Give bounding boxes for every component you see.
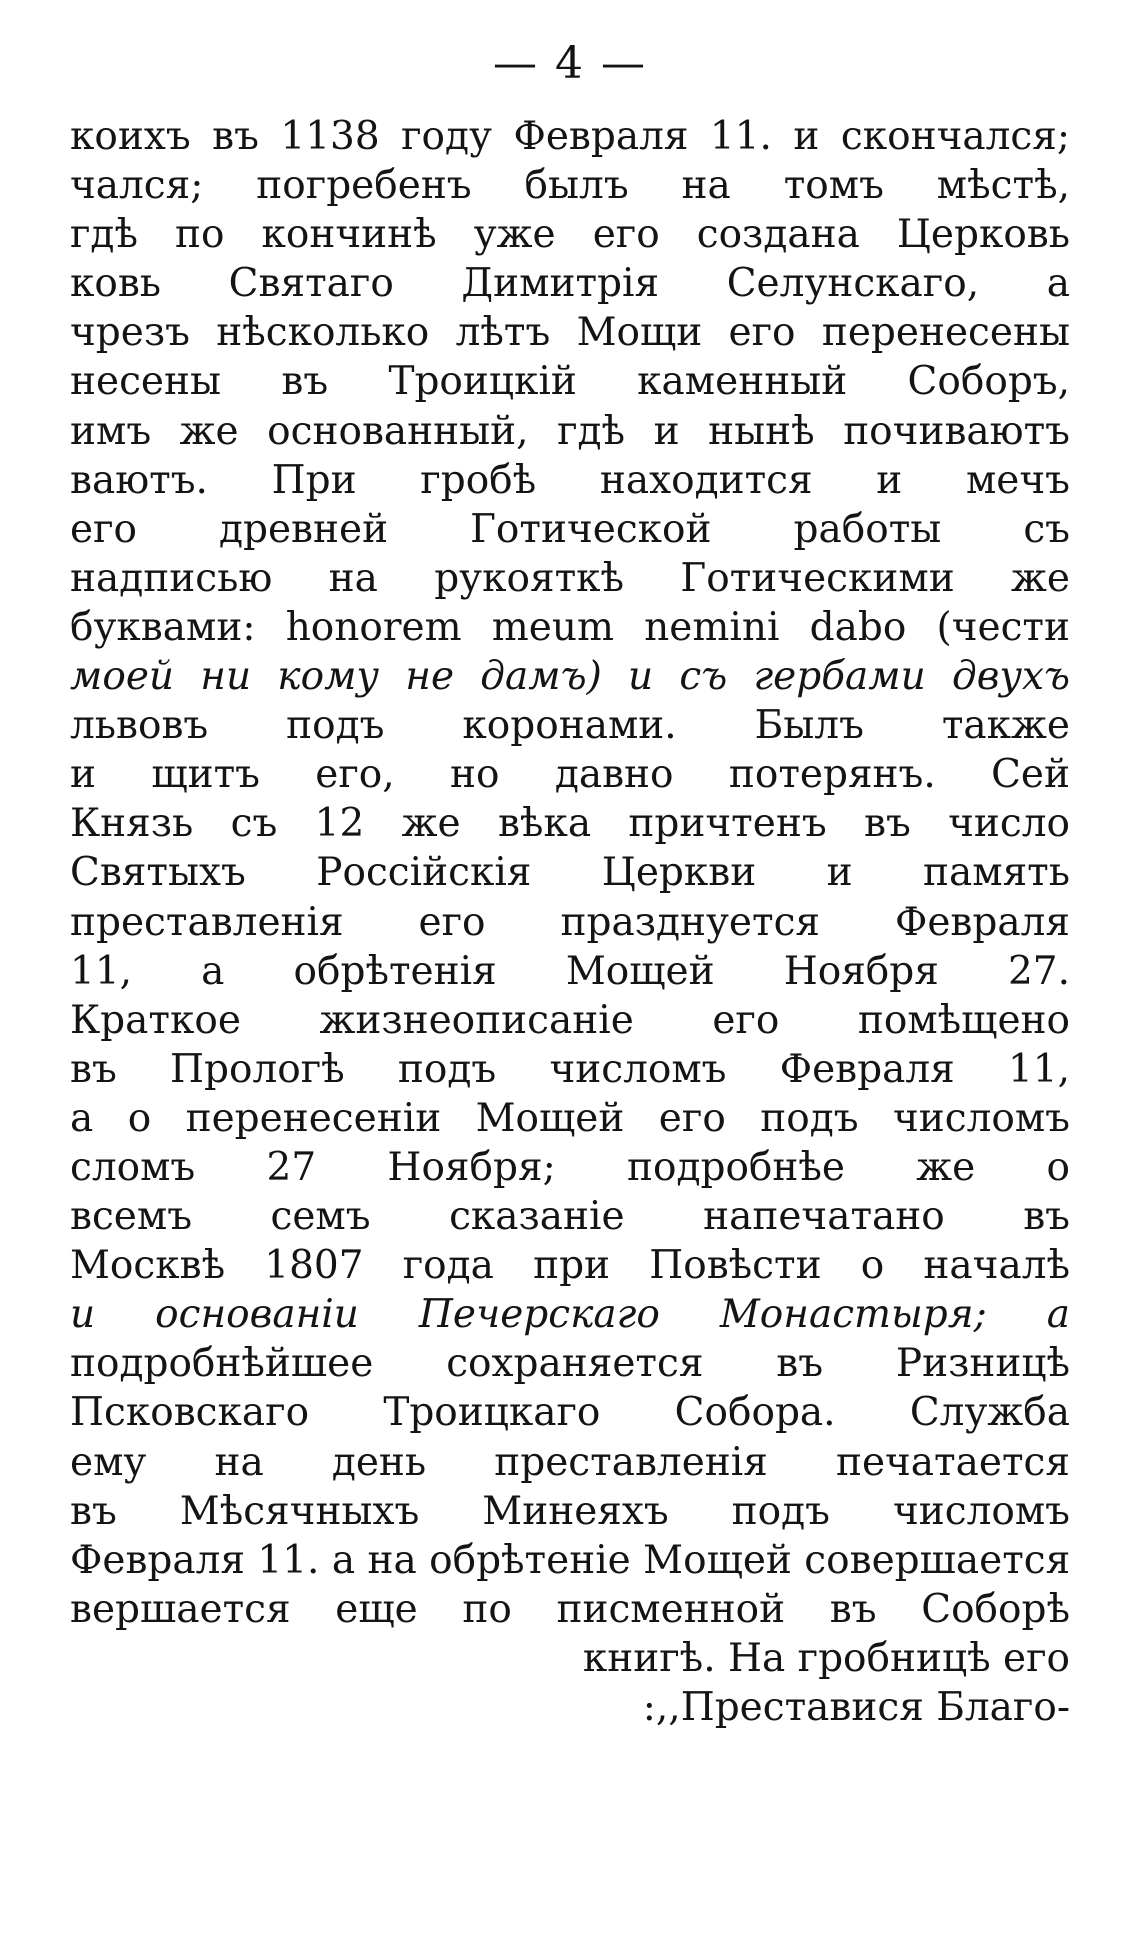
body-text	[70, 112, 1070, 1732]
text-line: надписью на рукояткѣ Готическими же	[70, 555, 1070, 601]
text-line: ковь Святаго Димитрія Селунскаго, а	[70, 261, 1070, 307]
text-line: Москвѣ 1807 года при Повѣсти о началѣ	[70, 1243, 1070, 1289]
text-line: имъ же основанный, гдѣ и нынѣ почиваютъ	[70, 408, 1070, 454]
text-line: несены въ Троицкій каменный Соборъ,	[70, 359, 1070, 405]
text-line: гдѣ по кончинѣ уже его создана Церковь	[70, 212, 1070, 258]
text-line: Краткое жизнеописаніе его помѣщено	[70, 997, 1070, 1043]
text-line: въ Мѣсячныхъ Минеяхъ подъ числомъ	[70, 1488, 1070, 1534]
text-line: коихъ въ 1138 году Февраля 11. и скончался;	[70, 114, 1070, 159]
text-line: сломъ 27 Ноября; подробнѣе же о	[70, 1144, 1070, 1190]
text-line: ваютъ. При гробѣ находится и мечъ	[70, 457, 1070, 503]
text-line: ему на день преставленія печатается	[70, 1439, 1070, 1485]
text-line: Псковскаго Троицкаго Собора. Служба	[70, 1390, 1070, 1436]
text-line: книгѣ. На гробницѣ его	[582, 1635, 1070, 1681]
text-line: Февраля 11. а на обрѣтеніе Мощей совершается	[70, 1537, 1070, 1583]
text-line: чался; погребенъ былъ на томъ мѣстѣ,	[70, 163, 1070, 209]
text-line: и щитъ его, но давно потерянъ. Сей	[70, 752, 1070, 798]
text-line: :,,Преставися Благо-	[642, 1685, 1070, 1730]
text-line: преставленія его празднуется Февраля	[70, 899, 1070, 945]
text-line: Князь съ 12 же вѣка причтенъ въ число	[70, 801, 1070, 847]
text-line: 11, а обрѣтенія Мощей Ноября 27.	[70, 948, 1070, 994]
text-line: а о перенесеніи Мощей его подъ числомъ	[70, 1095, 1070, 1141]
text-line: и основаніи Печерскаго Монастыря; а	[70, 1292, 1070, 1338]
text-line: подробнѣйшее сохраняется въ Ризницѣ	[70, 1341, 1070, 1387]
text-line: львовъ подъ коронами. Былъ также	[70, 703, 1070, 749]
text-line: чрезъ нѣсколько лѣтъ Мощи его перенесены	[70, 310, 1070, 356]
text-line: вершается еще по писменной въ Соборѣ	[70, 1586, 1070, 1632]
text-line: его древней Готической работы съ	[70, 506, 1070, 552]
text-line: моей ни кому не дамъ) и съ гербами двухъ	[70, 654, 1070, 700]
text-line: буквами: honorem meum nemini dabo (чести	[70, 604, 1070, 650]
text-line: въ Прологѣ подъ числомъ Февраля 11,	[70, 1046, 1070, 1092]
text-line: всемъ семъ сказаніе напечатано въ	[70, 1194, 1070, 1240]
page-number: — 4 —	[493, 38, 647, 89]
text-line: Святыхъ Россійскія Церкви и память	[70, 850, 1070, 896]
